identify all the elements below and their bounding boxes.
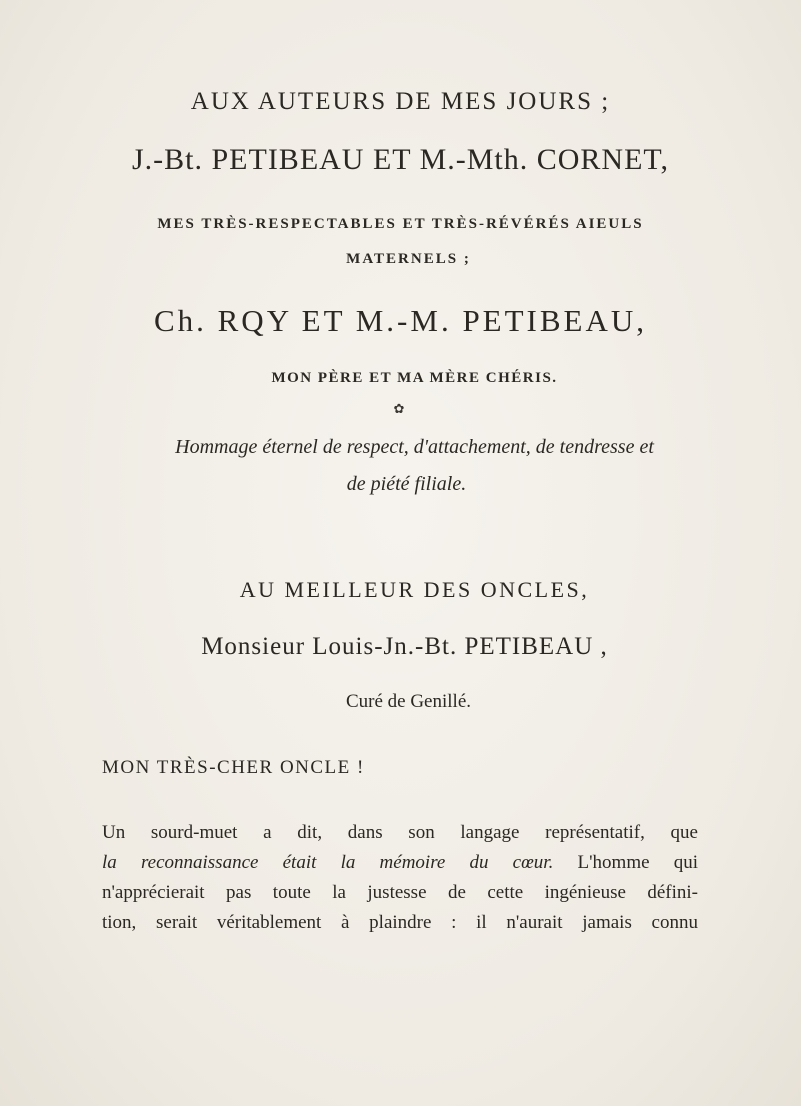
uncle-heading: AU MEILLEUR DES ONCLES, (239, 577, 590, 602)
letter-line1: Un sourd-muet a dit, dans son langage représentatif, que (102, 822, 698, 843)
letter-salutation: MON TRÈS-CHER ONCLE ! (102, 757, 365, 778)
letter-line2-italic: la reconnaissance était la mémoire du cœur. (102, 852, 554, 873)
letter-body (102, 818, 698, 938)
homage-line1: Hommage éternel de respect, d'attachement, de tendresse et (175, 436, 654, 458)
parents-names: Ch. RQY ET M.-M. PETIBEAU, (153, 303, 648, 338)
letter-line4: tion, serait véritablement à plaindre : il n'aurait jamais connu (102, 912, 698, 933)
grandparents-description-line1: MES TRÈS-RESPECTABLES ET TRÈS-RÉVÉRÉS AIEULS (157, 216, 644, 232)
homage-line2: de piété filiale. (346, 473, 467, 495)
grandparents-names: J.-Bt. PETIBEAU ET M.-Mth. CORNET, (131, 143, 670, 176)
parents-description: MON PÈRE ET MA MÈRE CHÉRIS. (271, 370, 558, 386)
letter-line2-rest: L'homme qui (553, 852, 698, 873)
fleuron-ornament-icon: ✿ (393, 402, 405, 417)
uncle-title: Curé de Genillé. (345, 691, 472, 712)
dedication-heading: AUX AUTEURS DE MES JOURS ; (190, 88, 611, 115)
grandparents-description-line2: MATERNELS ; (346, 251, 471, 267)
letter-line2 (102, 848, 698, 878)
uncle-names: Monsieur Louis-Jn.-Bt. PETIBEAU , (201, 633, 608, 660)
letter-line3: n'apprécierait pas toute la justesse de cette ingénieuse défini- (102, 882, 698, 903)
